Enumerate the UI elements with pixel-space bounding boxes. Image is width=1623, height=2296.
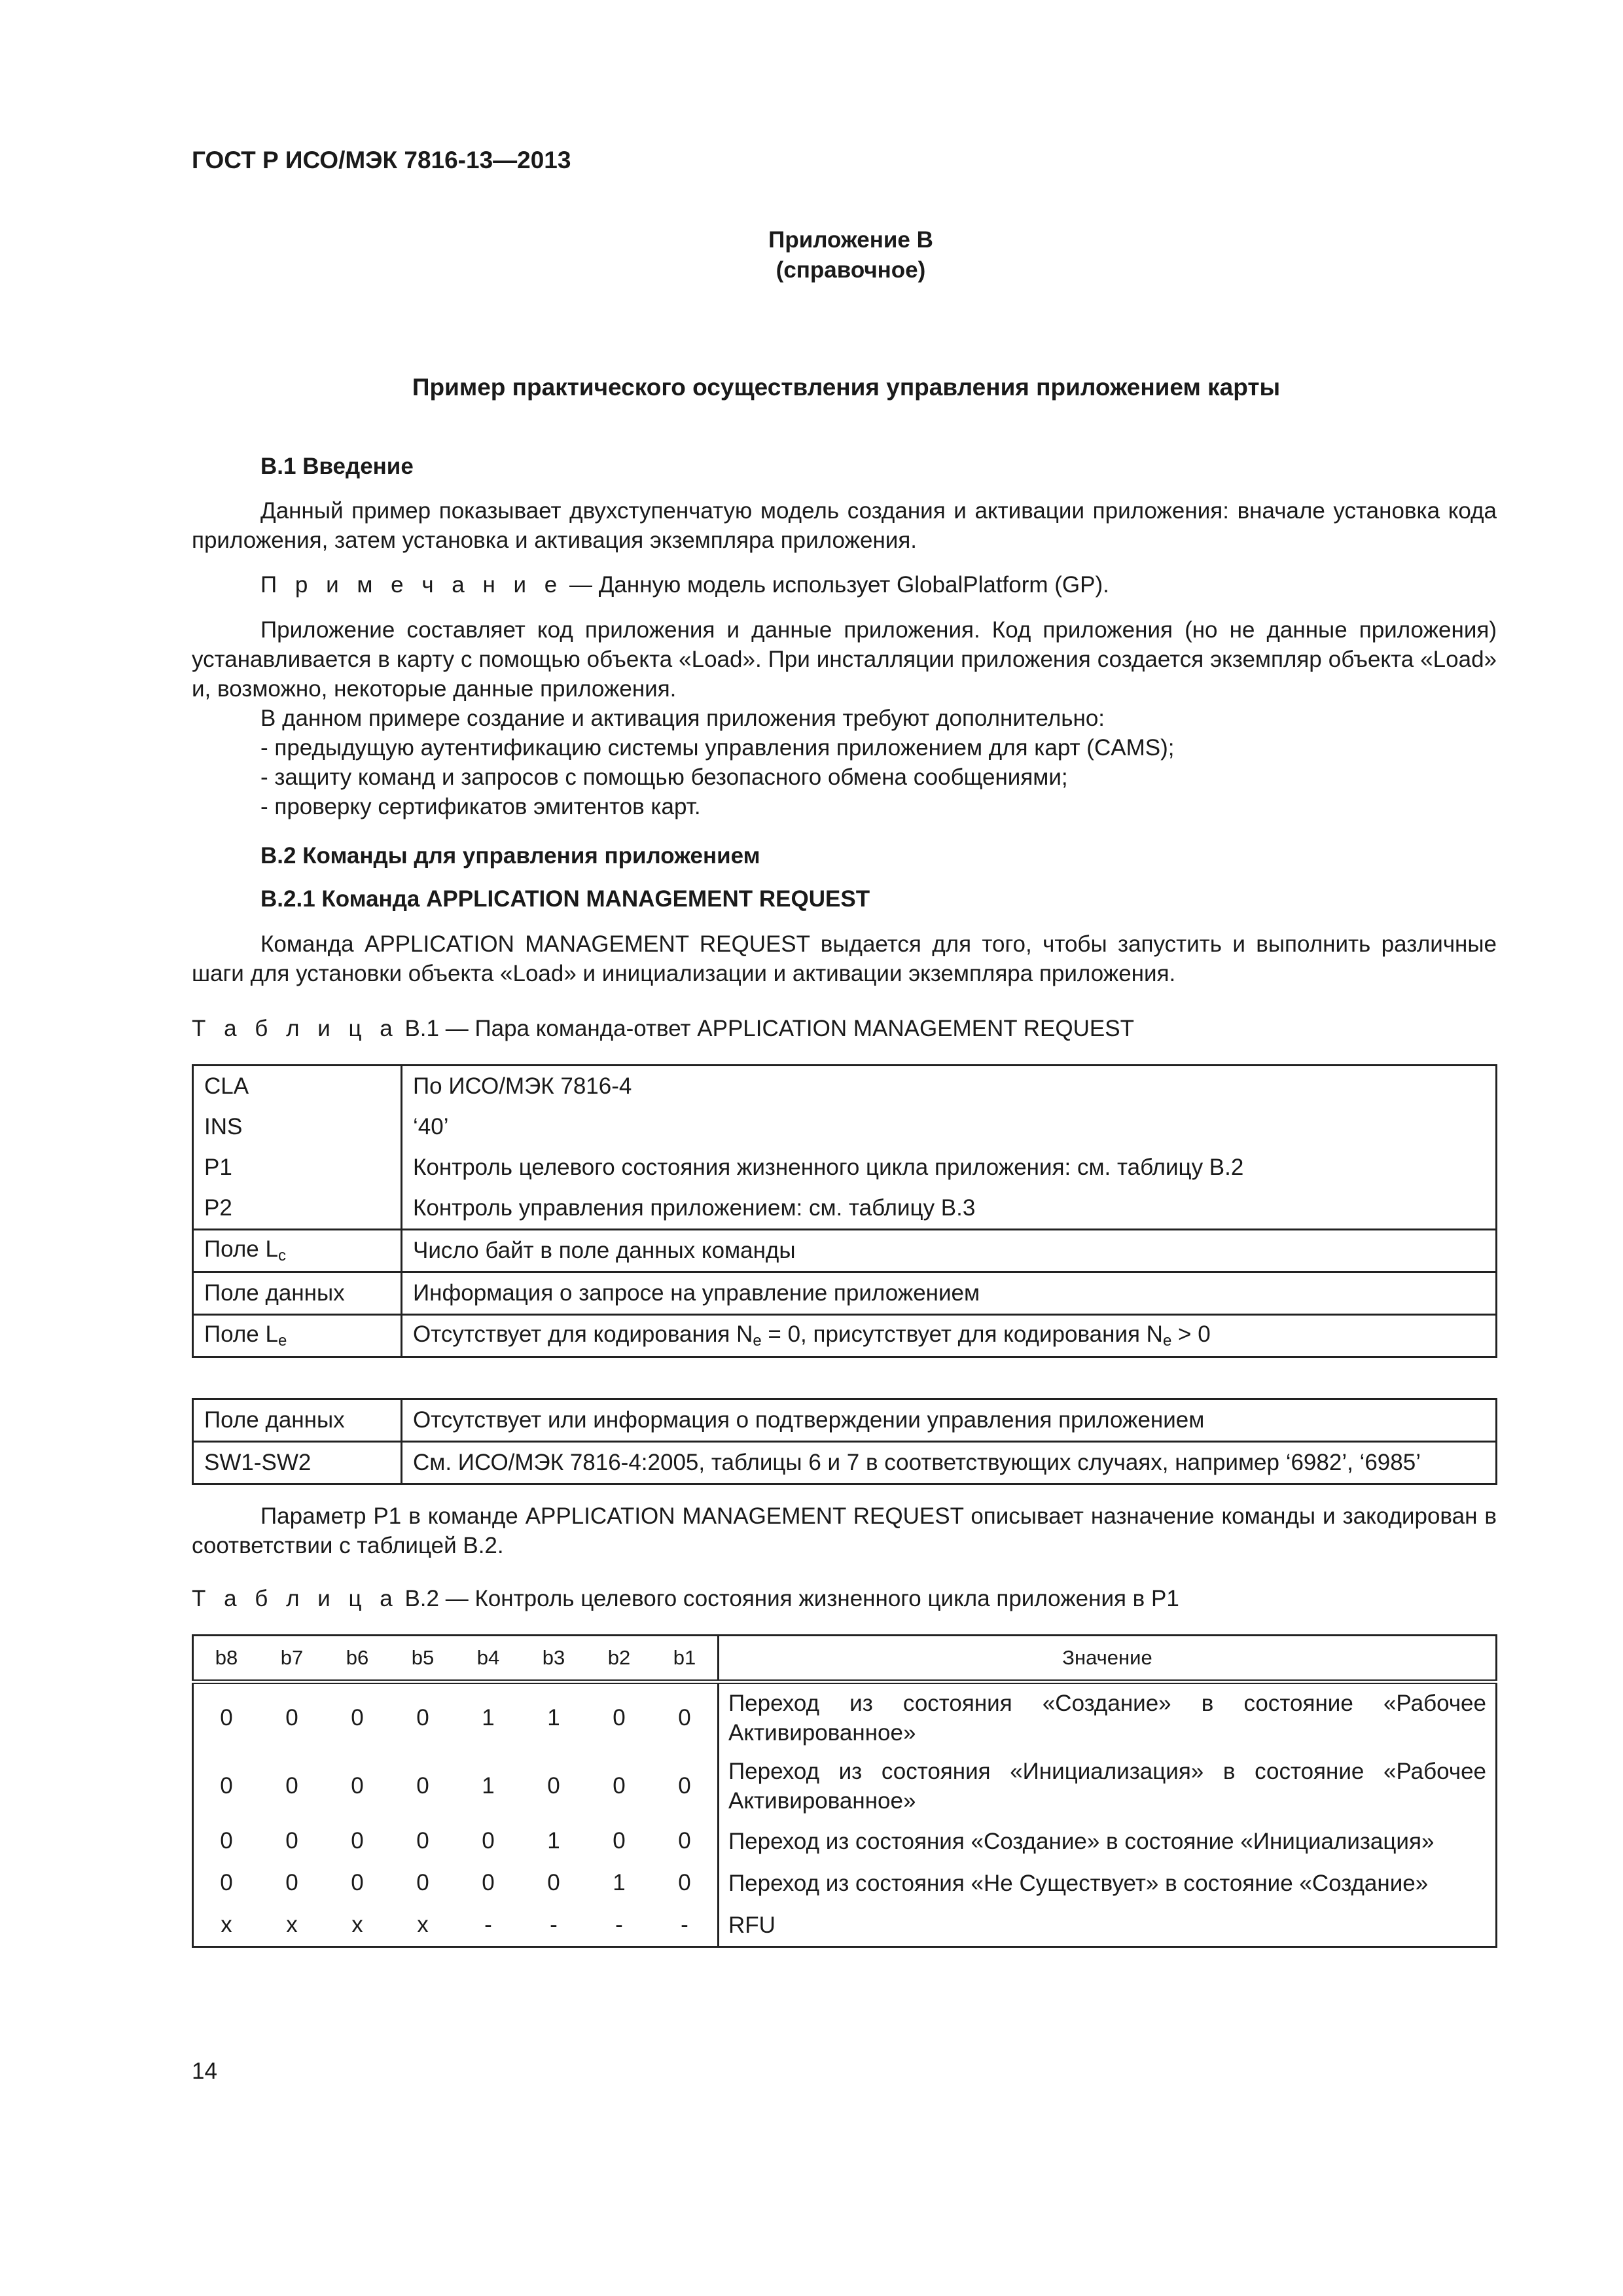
table-cell: INS [193, 1107, 402, 1147]
table-row [193, 1820, 1497, 1862]
bit-cell: - [681, 1912, 688, 1937]
bit-cell: x [286, 1912, 298, 1937]
table-row [193, 1442, 1497, 1484]
table-cell: Контроль управления приложением: см. таблицу В.3 [413, 1195, 976, 1221]
table-row [193, 1682, 1497, 1753]
table-row [193, 1272, 1497, 1315]
bit-cell: - [484, 1912, 492, 1937]
bit-cell: 1 [482, 1773, 495, 1799]
le-text: Отсутствует для кодирования N [413, 1321, 753, 1347]
bit-cell: 1 [547, 1828, 560, 1854]
table-cell: Поле данных [193, 1272, 402, 1315]
bit-cell: 1 [613, 1870, 626, 1895]
column-header: b1 [652, 1636, 719, 1682]
meaning-cell: Переход из состояния «Создание» в состояние «Инициализация» [719, 1820, 1497, 1862]
bit-cell: 0 [482, 1870, 495, 1895]
table-cell: Поле данных [193, 1399, 402, 1442]
column-header: b8 [193, 1636, 260, 1682]
table-cell: По ИСО/МЭК 7816-4 [413, 1073, 632, 1099]
section-b21-heading: В.2.1 Команда APPLICATION MANAGEMENT REQUEST [260, 886, 870, 912]
table-cell: P1 [193, 1147, 402, 1188]
bit-cell: 1 [482, 1705, 495, 1731]
table-cell [402, 1315, 1497, 1357]
main-title: Пример практического осуществления управления приложением карты [412, 374, 1281, 401]
bit-cell: 0 [351, 1870, 364, 1895]
table-cell [193, 1230, 402, 1272]
bit-cell: 0 [285, 1828, 298, 1854]
note-paragraph [192, 570, 1497, 600]
bit-cell: 0 [220, 1705, 233, 1731]
bit-cell: 0 [351, 1828, 364, 1854]
section-b1-paragraph-2: Приложение составляет код приложения и данные приложения. Код приложения (но не данные приложения) устанавливается в карту с помощью объекта «Load». При инсталляции приложения создается экземпляр объекта «Load» и, возможно, некоторые данные приложения. [192, 617, 1497, 702]
table-cell: P2 [193, 1188, 402, 1230]
bit-cell: 0 [220, 1773, 233, 1799]
bit-cell: 0 [678, 1773, 691, 1799]
bit-cell: x [351, 1912, 363, 1937]
table-row [193, 1147, 1497, 1188]
page-number: 14 [192, 2058, 217, 2084]
lc-subscript: c [277, 1247, 286, 1265]
table-header-row [193, 1636, 1497, 1682]
bit-cell: 0 [613, 1773, 626, 1799]
table-b1-command [192, 1064, 1497, 1358]
table-row [193, 1230, 1497, 1272]
bit-cell: - [550, 1912, 558, 1937]
meaning-cell: RFU [719, 1904, 1497, 1947]
section-b21-paragraph-1: Команда APPLICATION MANAGEMENT REQUEST выдается для того, чтобы запустить и выполнить различные шаги для установки объекта «Load» и инициализации и активации экземпляра приложения. [192, 931, 1497, 986]
le-text: > 0 [1171, 1321, 1211, 1347]
list-item: - предыдущую аутентификацию системы управления приложением для карт (CAMS); [260, 735, 1175, 761]
bit-cell: 0 [613, 1705, 626, 1731]
table-row [193, 1752, 1497, 1820]
table-b1-caption-label: Т а б л и ц а [192, 1016, 399, 1041]
bit-cell: 0 [220, 1828, 233, 1854]
bit-cell: - [615, 1912, 623, 1937]
meaning-cell: Переход из состояния «Создание» в состояние «Рабочее Активированное» [719, 1682, 1497, 1753]
table-b1-caption-text: В.1 — Пара команда-ответ APPLICATION MANAGEMENT REQUEST [398, 1016, 1134, 1041]
bit-cell: 0 [416, 1828, 429, 1854]
bit-cell: 0 [678, 1870, 691, 1895]
bit-cell: 0 [285, 1870, 298, 1895]
bit-cell: 0 [285, 1705, 298, 1731]
list-item: - защиту команд и запросов с помощью безопасного обмена сообщениями; [260, 764, 1068, 790]
bit-cell: 0 [416, 1870, 429, 1895]
table-b1-response [192, 1398, 1497, 1485]
note-label: П р и м е ч а н и е [260, 572, 563, 598]
table-row [193, 1107, 1497, 1147]
le-subscript: e [753, 1332, 762, 1350]
bit-cell: 0 [351, 1773, 364, 1799]
annex-type: (справочное) [776, 257, 926, 283]
column-header: b5 [390, 1636, 455, 1682]
section-b1-paragraph-3: В данном примере создание и активация приложения требуют дополнительно: [260, 706, 1105, 731]
bit-cell: 0 [285, 1773, 298, 1799]
bit-cell: x [417, 1912, 429, 1937]
table-row [193, 1862, 1497, 1904]
table-row [193, 1315, 1497, 1357]
bit-cell: x [221, 1912, 232, 1937]
le-label: Поле L [204, 1321, 278, 1347]
bit-cell: 0 [482, 1828, 495, 1854]
section-b2-heading: В.2 Команды для управления приложением [260, 843, 760, 869]
column-header: b6 [325, 1636, 390, 1682]
section-b1-paragraph-1: Данный пример показывает двухступенчатую модель создания и активации приложения: вначале установка кода приложения, затем установка и активация экземпляра приложения. [192, 498, 1497, 553]
table-cell: CLA [193, 1066, 402, 1107]
table-b2-caption [192, 1586, 1179, 1612]
bit-cell: 1 [547, 1705, 560, 1731]
lc-label: Поле L [204, 1236, 278, 1262]
table-row [193, 1066, 1497, 1107]
bit-cell: 0 [613, 1828, 626, 1854]
table-cell: См. ИСО/МЭК 7816-4:2005, таблицы 6 и 7 в соответствующих случаях, например ‘6982’, ‘6985’ [402, 1442, 1497, 1484]
list-item: - проверку сертификатов эмитентов карт. [260, 794, 701, 819]
table-b2-caption-label: Т а б л и ц а [192, 1586, 399, 1611]
section-b1-heading: В.1 Введение [260, 454, 414, 479]
le-subscript: e [1162, 1332, 1172, 1350]
standard-header: ГОСТ Р ИСО/МЭК 7816-13—2013 [192, 147, 571, 173]
table-row [193, 1188, 1497, 1230]
meaning-cell: Переход из состояния «Не Существует» в состояние «Создание» [719, 1862, 1497, 1904]
table-cell: Число байт в поле данных команды [402, 1230, 1497, 1272]
table-cell: Информация о запросе на управление приложением [402, 1272, 1497, 1315]
table-b2 [192, 1634, 1497, 1948]
table-cell: ‘40’ [413, 1114, 449, 1139]
table-cell: Отсутствует или информация о подтверждении управления приложением [413, 1407, 1205, 1433]
column-header: Значение [719, 1636, 1497, 1682]
le-text: = 0, присутствует для кодирования N [761, 1321, 1163, 1347]
bit-cell: 0 [678, 1705, 691, 1731]
table-b1-caption [192, 1016, 1134, 1042]
table-cell: SW1-SW2 [193, 1442, 402, 1484]
section-b21-paragraph-2: Параметр P1 в команде APPLICATION MANAGEMENT REQUEST описывает назначение команды и закодирован в соответствии с таблицей В.2. [192, 1503, 1497, 1558]
bit-cell: 0 [547, 1870, 560, 1895]
meaning-cell: Переход из состояния «Инициализация» в состояние «Рабочее Активированное» [719, 1752, 1497, 1820]
bit-cell: 0 [416, 1705, 429, 1731]
table-row [193, 1399, 1497, 1442]
le-subscript: e [277, 1332, 287, 1350]
note-text: — Данную модель использует GlobalPlatform (GP). [563, 572, 1109, 598]
table-cell [193, 1315, 402, 1357]
table-cell: Контроль целевого состояния жизненного цикла приложения: см. таблицу В.2 [413, 1155, 1244, 1180]
annex-title: Приложение В [768, 227, 933, 253]
column-header: b4 [455, 1636, 521, 1682]
bit-cell: 0 [416, 1773, 429, 1799]
column-header: b7 [259, 1636, 325, 1682]
column-header: b2 [586, 1636, 652, 1682]
table-b2-caption-text: В.2 — Контроль целевого состояния жизненного цикла приложения в P1 [398, 1586, 1179, 1611]
bit-cell: 0 [220, 1870, 233, 1895]
table-row [193, 1904, 1497, 1947]
bit-cell: 0 [678, 1828, 691, 1854]
bit-cell: 0 [351, 1705, 364, 1731]
bit-cell: 0 [547, 1773, 560, 1799]
column-header: b3 [521, 1636, 586, 1682]
